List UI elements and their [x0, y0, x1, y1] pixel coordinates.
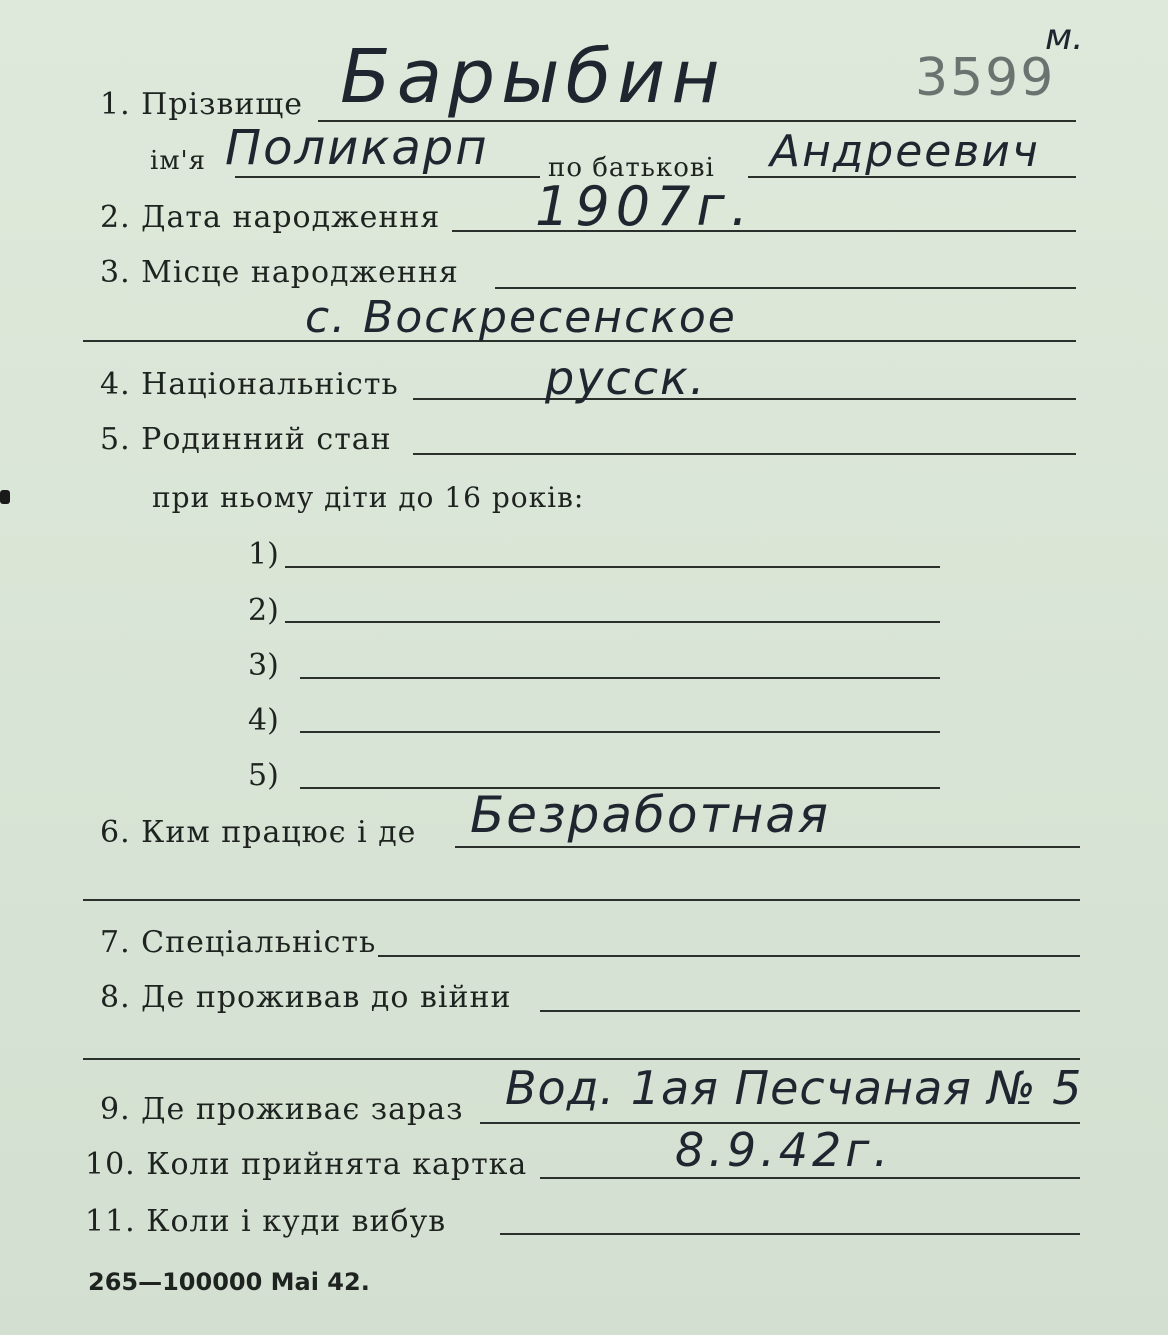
nationality-label: 4. Національність	[100, 367, 399, 402]
nationality-value: русск.	[545, 351, 707, 405]
prewar-residence-label: 8. Де проживав до війни	[100, 980, 512, 1015]
birth-place-value: с. Воскресенское	[305, 292, 737, 343]
file-number: 3599	[915, 48, 1056, 108]
departure-line	[500, 1233, 1080, 1235]
child-2-label: 2)	[248, 593, 279, 628]
birth-date-label: 2. Дата народження	[100, 200, 441, 235]
work-line	[455, 846, 1080, 848]
surname-label: 1. Прізвище	[100, 87, 304, 122]
corner-mark: м.	[1045, 17, 1084, 58]
name-label: ім'я	[150, 146, 207, 176]
name-value: Поликарп	[225, 120, 489, 176]
child-5-label: 5)	[248, 758, 279, 793]
family-status-label: 5. Родинний стан	[100, 422, 392, 457]
name-line	[235, 176, 540, 178]
birth-place-line	[495, 287, 1076, 289]
patronymic-label: по батькові	[548, 153, 715, 183]
card-date-line	[540, 1177, 1080, 1179]
card-date-value: 8.9.42г.	[675, 1123, 893, 1177]
current-residence-value: Вод. 1ая Песчаная № 5	[505, 1061, 1083, 1115]
child-3-label: 3)	[248, 648, 279, 683]
work-value: Безработная	[470, 786, 830, 844]
print-mark: 265—100000 Mai 42.	[88, 1268, 370, 1296]
child-3-line	[300, 677, 940, 679]
punch-mark	[0, 490, 10, 504]
patronymic-value: Андреевич	[770, 126, 1040, 177]
nationality-line	[413, 398, 1076, 400]
speciality-label: 7. Спеціальність	[100, 925, 377, 960]
child-1-label: 1)	[248, 537, 279, 572]
departure-label: 11. Коли і куди вибув	[85, 1204, 447, 1239]
prewar-residence-line	[540, 1010, 1080, 1012]
family-status-line	[413, 453, 1076, 455]
speciality-line	[378, 955, 1080, 957]
surname-value: Барыбин	[340, 34, 726, 120]
card-date-label: 10. Коли прийнята картка	[85, 1147, 528, 1182]
birth-place-label: 3. Місце народження	[100, 255, 459, 290]
work-line-2	[83, 899, 1080, 901]
birth-date-value: 1907г.	[535, 175, 754, 238]
child-4-label: 4)	[248, 703, 279, 738]
current-residence-label: 9. Де проживає зараз	[100, 1092, 464, 1127]
child-1-line	[285, 566, 940, 568]
prewar-residence-line-2	[83, 1058, 1080, 1060]
child-2-line	[285, 621, 940, 623]
child-4-line	[300, 731, 940, 733]
children-label: при ньому діти до 16 років:	[152, 481, 585, 514]
work-label: 6. Ким працює і де	[100, 815, 417, 850]
